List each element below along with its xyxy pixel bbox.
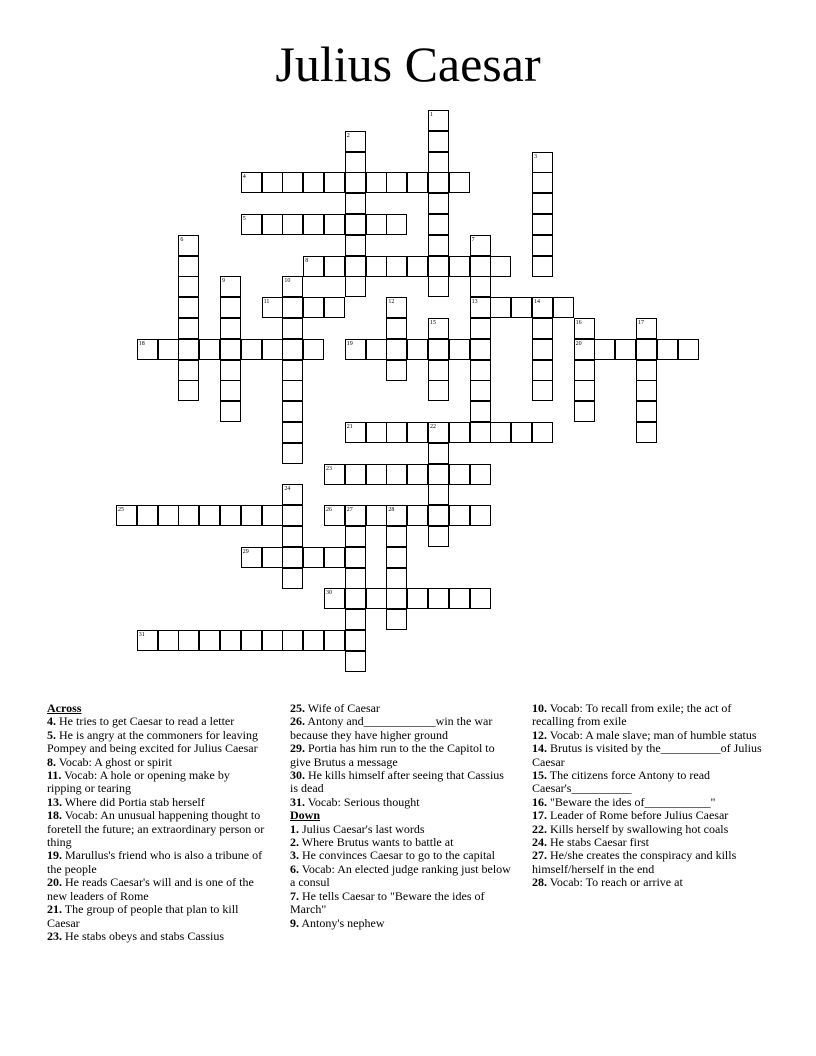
grid-cell[interactable] <box>449 588 470 609</box>
grid-cell[interactable] <box>262 172 283 193</box>
clue-item-text: Leader of Rome before Julius Caesar <box>547 808 729 823</box>
grid-cell[interactable] <box>407 464 428 485</box>
clue-item-text: Vocab: A ghost or spirit <box>56 754 172 769</box>
grid-cell[interactable] <box>345 630 366 651</box>
clue-number: 13 <box>471 299 478 306</box>
grid-cell[interactable] <box>428 380 449 401</box>
clue-number: 7 <box>471 236 475 243</box>
grid-cell[interactable] <box>449 464 470 485</box>
grid-cell[interactable] <box>532 214 553 235</box>
grid-cell[interactable] <box>178 297 199 318</box>
grid-cell[interactable] <box>532 256 553 277</box>
clue-item-number: 7. <box>290 888 299 903</box>
clue-number: 17 <box>638 320 644 326</box>
grid-cell[interactable] <box>282 318 303 339</box>
clue-item-number: 27. <box>532 848 547 863</box>
clue-number: 21 <box>346 424 353 430</box>
clue-item-text: He stabs obeys and stabs Cassius <box>62 928 224 943</box>
grid-cell[interactable] <box>178 256 199 277</box>
grid-cell[interactable] <box>532 380 553 401</box>
grid-cell[interactable] <box>220 630 241 651</box>
grid-cell[interactable] <box>366 464 387 485</box>
clue-number: 27 <box>346 507 353 514</box>
grid-cell[interactable] <box>386 609 407 630</box>
grid-cell[interactable] <box>386 172 407 193</box>
grid-cell[interactable] <box>262 214 283 235</box>
clue-item-text: Wife of Caesar <box>305 701 380 715</box>
grid-cell[interactable] <box>470 256 491 277</box>
clue-number: 14 <box>534 299 540 306</box>
grid-cell[interactable] <box>490 422 511 443</box>
grid-cell[interactable] <box>282 547 303 568</box>
clue-number: 16 <box>575 320 582 326</box>
grid-cell[interactable] <box>636 360 657 381</box>
grid-cell[interactable] <box>511 422 532 443</box>
clue-item-text: Vocab: An elected judge ranking just below a consul <box>290 861 511 890</box>
clue-item-number: 4. <box>47 714 56 729</box>
clue-item <box>47 930 267 943</box>
grid-cell[interactable] <box>636 401 657 422</box>
clue-item-number: 10. <box>532 701 547 715</box>
grid-cell[interactable] <box>282 630 303 651</box>
grid-cell[interactable] <box>366 172 387 193</box>
grid-cell[interactable] <box>636 339 657 360</box>
grid-cell[interactable] <box>386 547 407 568</box>
clue-item-text: Where Brutus wants to battle at <box>299 835 454 850</box>
grid-cell[interactable] <box>428 464 449 485</box>
grid-cell[interactable] <box>303 172 324 193</box>
grid-cell[interactable] <box>303 547 324 568</box>
grid-cell[interactable] <box>532 318 553 339</box>
grid-cell[interactable] <box>428 152 449 173</box>
clue-item-text: He is angry at the commoners for leaving Pompey and being excited for Julius Caesar <box>47 727 258 756</box>
clue-item-number: 18. <box>47 808 62 823</box>
clue-item <box>290 796 512 809</box>
clue-number: 24 <box>284 486 291 493</box>
grid-cell[interactable] <box>636 422 657 443</box>
clue-item-number: 11. <box>47 768 62 783</box>
clue-number: 26 <box>326 507 332 514</box>
clue-item <box>47 796 267 809</box>
grid-cell[interactable] <box>178 339 199 360</box>
clue-item-number: 9. <box>290 915 299 930</box>
grid-cell[interactable] <box>615 339 636 360</box>
grid-cell[interactable] <box>428 360 449 381</box>
clue-number: 22 <box>430 424 436 430</box>
clue-item-text: He reads Caesar's will and is one of the new leaders of Rome <box>47 875 254 903</box>
clue-item-text: Antony's nephew <box>299 915 385 930</box>
clue-item-number: 31. <box>290 794 305 809</box>
clue-item <box>290 849 512 862</box>
grid-cell[interactable] <box>386 568 407 589</box>
grid-cell[interactable] <box>636 380 657 401</box>
clue-item-number: 24. <box>532 835 547 850</box>
grid-cell[interactable] <box>345 235 366 256</box>
grid-cell[interactable] <box>158 339 179 360</box>
clue-number: 3 <box>534 153 537 160</box>
grid-cell[interactable] <box>449 505 470 526</box>
grid-cell[interactable] <box>178 276 199 297</box>
grid-cell[interactable] <box>366 422 387 443</box>
grid-cell[interactable] <box>324 297 345 318</box>
grid-cell[interactable] <box>262 630 283 651</box>
grid-cell[interactable] <box>428 214 449 235</box>
grid-cell[interactable] <box>386 339 407 360</box>
clue-number: 20 <box>575 340 582 347</box>
grid-cell[interactable] <box>449 339 470 360</box>
clues-column-1 <box>47 702 267 943</box>
grid-cell[interactable] <box>428 235 449 256</box>
grid-cell[interactable] <box>324 214 345 235</box>
grid-cell[interactable] <box>470 588 491 609</box>
clue-number: 18 <box>138 340 145 347</box>
grid-cell[interactable] <box>574 380 595 401</box>
clue-item-number: 5. <box>47 727 56 742</box>
clue-item-text: Kills herself by swallowing hot coals <box>547 821 729 836</box>
clue-item <box>532 876 762 889</box>
grid-cell[interactable] <box>324 256 345 277</box>
grid-cell[interactable] <box>282 214 303 235</box>
clue-item-text: Vocab: An unusual happening thought to foretell the future; an extraordinary person or thing <box>47 808 265 850</box>
clue-item <box>47 715 267 728</box>
clue-item <box>290 769 512 796</box>
grid-cell[interactable] <box>386 256 407 277</box>
puzzle-title: Julius Caesar <box>275 36 541 92</box>
clue-item-number: 3. <box>290 848 299 863</box>
grid-cell[interactable] <box>178 505 199 526</box>
grid-cell[interactable] <box>407 256 428 277</box>
clue-item-number: 25. <box>290 701 305 715</box>
clue-item <box>532 809 762 822</box>
clue-item-text: Julius Caesar's last words <box>299 821 425 836</box>
grid-cell[interactable] <box>532 172 553 193</box>
grid-cell[interactable] <box>345 547 366 568</box>
clue-item-number: 22. <box>532 821 547 836</box>
clue-number: 30 <box>326 590 332 597</box>
grid-cell[interactable] <box>407 339 428 360</box>
grid-cell[interactable] <box>220 339 241 360</box>
clue-item <box>532 769 762 796</box>
clue-item-number: 12. <box>532 727 547 742</box>
clue-item-number: 13. <box>47 794 62 809</box>
grid-cell[interactable] <box>282 339 303 360</box>
grid-cell[interactable] <box>386 526 407 547</box>
grid-cell[interactable] <box>282 422 303 443</box>
grid-cell[interactable] <box>407 172 428 193</box>
grid-cell[interactable] <box>490 297 511 318</box>
clues-column-2 <box>290 702 512 930</box>
grid-cell[interactable] <box>470 505 491 526</box>
grid-cell[interactable] <box>532 422 553 443</box>
clue-item-number: 23. <box>47 928 62 943</box>
grid-cell[interactable] <box>428 276 449 297</box>
clue-item <box>290 823 512 836</box>
clue-section-header: Across <box>47 701 82 715</box>
grid-cell[interactable] <box>178 380 199 401</box>
clue-number: 15 <box>430 320 436 326</box>
clue-item-number: 26. <box>290 714 305 729</box>
clue-number: 8 <box>305 257 309 264</box>
clue-item <box>47 756 267 769</box>
clue-item-text: Vocab: To recall from exile; the act of recalling from exile <box>532 701 732 729</box>
clue-item-text: He kills himself after seeing that Cassius is dead <box>290 768 504 796</box>
clue-number: 11 <box>263 299 270 306</box>
clue-item-text: "Beware the ides of___________" <box>547 794 716 809</box>
grid-cell[interactable] <box>407 422 428 443</box>
grid-cell[interactable] <box>470 318 491 339</box>
grid-cell[interactable] <box>407 588 428 609</box>
clue-number: 28 <box>388 507 395 514</box>
grid-cell[interactable] <box>345 214 366 235</box>
grid-cell[interactable] <box>470 401 491 422</box>
grid-cell[interactable] <box>158 630 179 651</box>
grid-cell[interactable] <box>199 505 220 526</box>
grid-cell[interactable] <box>532 339 553 360</box>
grid-cell[interactable] <box>532 193 553 214</box>
clue-item <box>290 715 512 742</box>
grid-cell[interactable] <box>282 380 303 401</box>
clue-item <box>532 796 762 809</box>
grid-cell[interactable] <box>386 214 407 235</box>
clue-item-text: He stabs Caesar first <box>547 835 649 850</box>
grid-cell[interactable] <box>428 526 449 547</box>
grid-cell[interactable] <box>262 339 283 360</box>
clue-item-text: Vocab: A male slave; man of humble status <box>547 727 757 742</box>
clue-item-text: He tells Caesar to "Beware the ides of March" <box>290 888 485 917</box>
clue-number: 2 <box>346 132 350 139</box>
clue-item-number: 2. <box>290 835 299 850</box>
grid-cell[interactable] <box>386 588 407 609</box>
clue-item-number: 28. <box>532 875 547 890</box>
grid-cell[interactable] <box>220 505 241 526</box>
grid-cell[interactable] <box>345 609 366 630</box>
clue-number: 31 <box>138 632 145 638</box>
grid-cell[interactable] <box>470 422 491 443</box>
grid-cell[interactable] <box>178 360 199 381</box>
grid-cell[interactable] <box>574 360 595 381</box>
grid-cell[interactable] <box>532 360 553 381</box>
clue-item-text: Where did Portia stab herself <box>62 794 205 809</box>
grid-cell[interactable] <box>428 505 449 526</box>
clue-item-text: He tries to get Caesar to read a letter <box>56 714 235 729</box>
grid-cell[interactable] <box>178 318 199 339</box>
grid-cell[interactable] <box>407 505 428 526</box>
clue-item <box>47 903 267 930</box>
grid-cell[interactable] <box>553 297 574 318</box>
clue-number: 9 <box>222 278 225 285</box>
grid-cell[interactable] <box>470 339 491 360</box>
clue-item-number: 20. <box>47 875 62 890</box>
grid-cell[interactable] <box>282 401 303 422</box>
grid-cell[interactable] <box>303 214 324 235</box>
grid-cell[interactable] <box>366 256 387 277</box>
grid-cell[interactable] <box>366 214 387 235</box>
clue-item <box>532 836 762 849</box>
grid-cell[interactable] <box>594 339 615 360</box>
clue-item <box>47 809 267 849</box>
clue-item-text: He/she creates the conspiracy and kills himself/herself in the end <box>532 848 737 876</box>
clue-item-text: The group of people that plan to kill Caesar <box>47 902 239 930</box>
grid-cell[interactable] <box>324 172 345 193</box>
grid-cell[interactable] <box>366 505 387 526</box>
grid-cell[interactable] <box>241 505 262 526</box>
grid-cell[interactable] <box>470 360 491 381</box>
grid-cell[interactable] <box>470 380 491 401</box>
clue-item-text: Portia has him run to the the Capitol to give Brutus a message <box>290 741 495 769</box>
clue-item <box>532 729 762 742</box>
clue-item <box>47 849 267 876</box>
grid-cell[interactable] <box>470 276 491 297</box>
clue-item <box>532 702 762 729</box>
grid-cell[interactable] <box>241 339 262 360</box>
clue-item <box>532 849 762 876</box>
clue-item-text: Marullus's friend who is also a tribune of the people <box>47 848 263 876</box>
clue-item-number: 21. <box>47 902 62 917</box>
clue-item-number: 29. <box>290 741 305 756</box>
clue-item <box>290 863 512 890</box>
grid-cell[interactable] <box>241 630 262 651</box>
grid-cell[interactable] <box>345 526 366 547</box>
grid-cell[interactable] <box>178 630 199 651</box>
grid-cell[interactable] <box>490 256 511 277</box>
grid-cell[interactable] <box>282 443 303 464</box>
grid-cell[interactable] <box>282 360 303 381</box>
clue-item-number: 14. <box>532 741 547 756</box>
clue-item <box>47 769 267 796</box>
clue-item <box>47 729 267 756</box>
clue-item <box>532 742 762 769</box>
grid-cell[interactable] <box>199 630 220 651</box>
grid-cell[interactable] <box>386 422 407 443</box>
grid-cell[interactable] <box>657 339 678 360</box>
clue-item <box>290 890 512 917</box>
grid-cell[interactable] <box>303 339 324 360</box>
grid-cell[interactable] <box>282 505 303 526</box>
grid-cell[interactable] <box>345 651 366 672</box>
grid-cell[interactable] <box>345 568 366 589</box>
grid-cell[interactable] <box>678 339 699 360</box>
grid-cell[interactable] <box>366 339 387 360</box>
grid-cell[interactable] <box>282 172 303 193</box>
clue-item-number: 19. <box>47 848 62 863</box>
clue-number: 23 <box>326 465 332 472</box>
clue-number: 10 <box>284 278 291 285</box>
clue-item-number: 16. <box>532 794 547 809</box>
grid-cell[interactable] <box>262 505 283 526</box>
grid-cell[interactable] <box>324 630 345 651</box>
clue-number: 19 <box>346 340 353 347</box>
grid-cell[interactable] <box>158 505 179 526</box>
grid-cell[interactable] <box>428 256 449 277</box>
clue-item-text: Antony and____________win the war because they have higher ground <box>290 714 493 742</box>
clue-item <box>290 702 512 715</box>
clue-number: 4 <box>242 174 246 181</box>
clue-item <box>290 836 512 849</box>
clue-number: 25 <box>118 507 124 514</box>
clue-item-text: Brutus is visited by the__________of Julius Caesar <box>532 741 762 769</box>
grid-cell[interactable] <box>220 401 241 422</box>
grid-cell[interactable] <box>220 380 241 401</box>
grid-cell[interactable] <box>345 588 366 609</box>
grid-cell[interactable] <box>428 339 449 360</box>
grid-cell[interactable] <box>282 568 303 589</box>
grid-cell[interactable] <box>386 360 407 381</box>
grid-cell[interactable] <box>220 318 241 339</box>
grid-cell[interactable] <box>428 193 449 214</box>
grid-cell[interactable] <box>345 152 366 173</box>
grid-cell[interactable] <box>428 443 449 464</box>
clue-item-text: The citizens force Antony to read Caesar's__________ <box>532 768 711 796</box>
clue-number: 12 <box>388 299 395 306</box>
clue-item-text: Vocab: Serious thought <box>305 794 420 809</box>
clue-item <box>290 917 512 930</box>
clue-item-text: Vocab: A hole or opening make by ripping or tearing <box>47 768 230 796</box>
clue-number: 5 <box>242 216 246 222</box>
clue-item-number: 15. <box>532 768 547 783</box>
grid-cell[interactable] <box>428 588 449 609</box>
clues-column-3 <box>532 702 762 890</box>
clue-item-text: He convinces Caesar to go to the capital <box>299 848 495 863</box>
grid-cell[interactable] <box>220 297 241 318</box>
grid-cell[interactable] <box>574 401 595 422</box>
grid-cell[interactable] <box>345 256 366 277</box>
grid-cell[interactable] <box>345 464 366 485</box>
grid-cell[interactable] <box>428 172 449 193</box>
grid-cell[interactable] <box>137 505 158 526</box>
clue-item-number: 8. <box>47 754 56 769</box>
grid-cell[interactable] <box>303 297 324 318</box>
grid-cell[interactable] <box>449 256 470 277</box>
clue-section-header: Down <box>290 808 321 823</box>
clue-item-number: 6. <box>290 861 299 876</box>
grid-cell[interactable] <box>428 484 449 505</box>
clue-number: 29 <box>242 548 249 555</box>
grid-cell[interactable] <box>470 464 491 485</box>
clue-item <box>532 823 762 836</box>
clue-number: 6 <box>180 236 184 243</box>
grid-cell[interactable] <box>532 235 553 256</box>
grid-cell[interactable] <box>449 172 470 193</box>
grid-cell[interactable] <box>282 297 303 318</box>
grid-cell[interactable] <box>449 422 470 443</box>
clue-item <box>290 742 512 769</box>
grid-cell[interactable] <box>366 588 387 609</box>
grid-cell[interactable] <box>282 526 303 547</box>
grid-cell[interactable] <box>511 297 532 318</box>
grid-cell[interactable] <box>386 318 407 339</box>
grid-cell[interactable] <box>345 193 366 214</box>
clue-item-text: Vocab: To reach or arrive at <box>547 875 683 890</box>
clue-number: 1 <box>430 112 433 118</box>
grid-cell[interactable] <box>303 630 324 651</box>
clue-item <box>47 876 267 903</box>
grid-cell[interactable] <box>386 464 407 485</box>
grid-cell[interactable] <box>345 276 366 297</box>
grid-cell[interactable] <box>262 547 283 568</box>
grid-cell[interactable] <box>220 360 241 381</box>
grid-cell[interactable] <box>428 131 449 152</box>
grid-cell[interactable] <box>324 547 345 568</box>
grid-cell[interactable] <box>199 339 220 360</box>
grid-cell[interactable] <box>345 172 366 193</box>
clue-item-number: 30. <box>290 768 305 783</box>
clue-item-number: 1. <box>290 821 299 836</box>
clue-item-number: 17. <box>532 808 547 823</box>
